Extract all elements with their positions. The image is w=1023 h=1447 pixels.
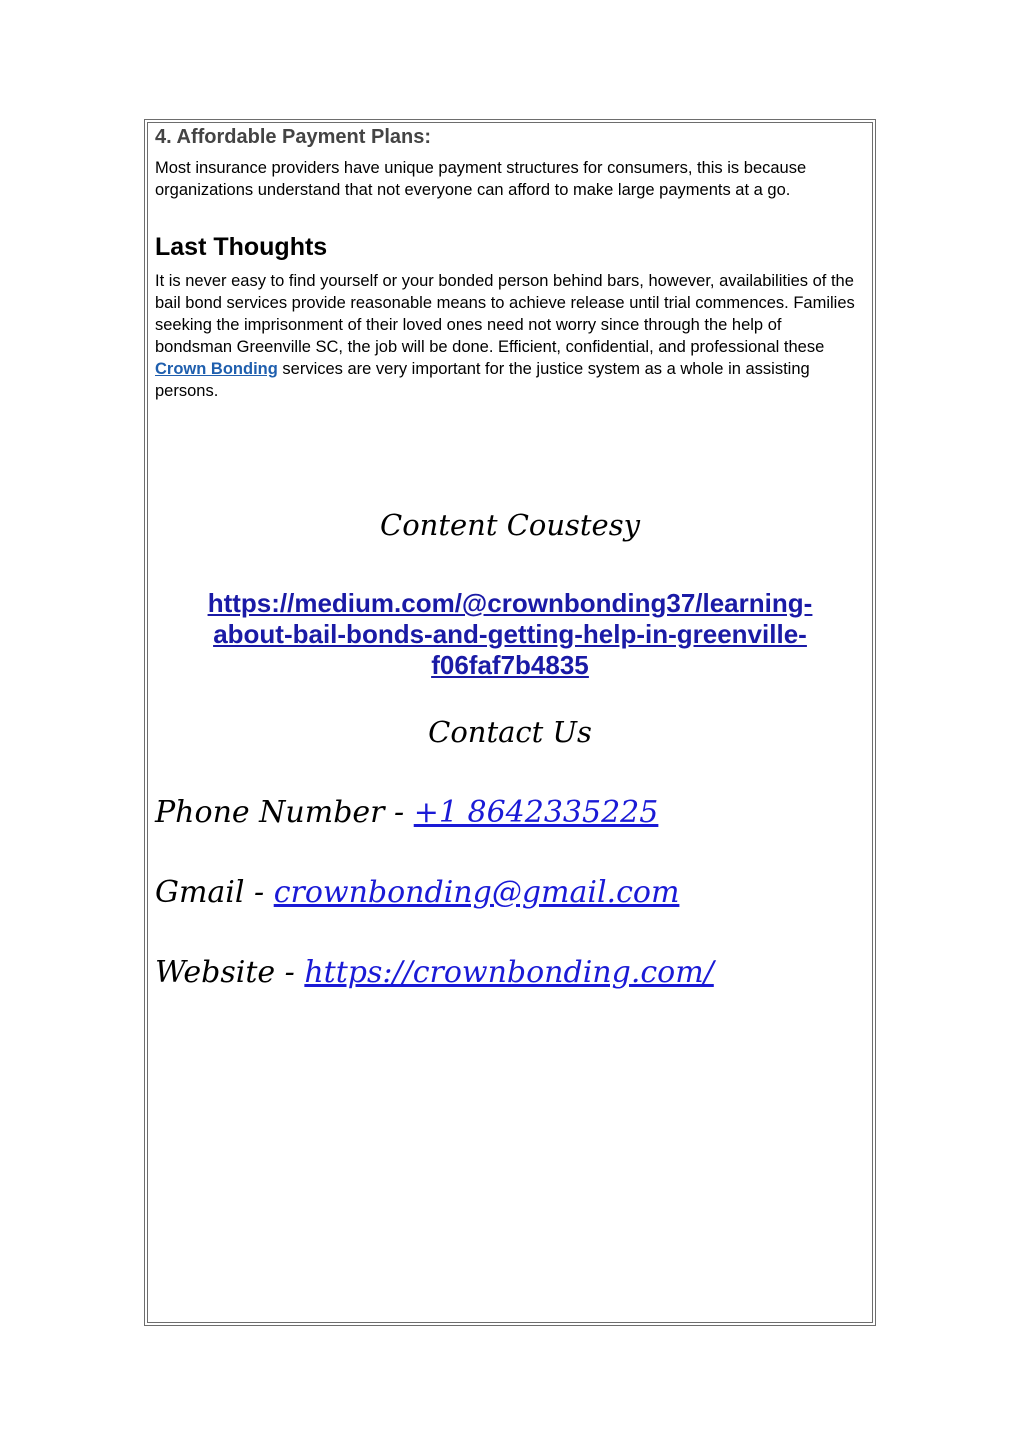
phone-link[interactable]: +1 8642335225	[413, 795, 659, 830]
website-line	[155, 955, 714, 990]
section-heading-payment-plans: 4. Affordable Payment Plans:	[155, 126, 431, 148]
phone-label: Phone Number -	[155, 795, 414, 830]
section-body-payment-plans: Most insurance providers have unique payment structures for consumers, this is because organizations understand that not everyone can afford to make large payments at a go.	[155, 159, 807, 199]
last-thoughts-text-1: It is never easy to find yourself or your bonded person behind bars, however, availabilities of the bail bond services provide reasonable means to achieve release until trial commences. Families seeking the imprisonment of their loved ones need not worry since through the help of bondsman Greenville SC, the job will be done. Efficient, confidential, and professional these	[155, 272, 855, 356]
contact-us-title: Contact Us	[428, 715, 592, 749]
medium-link-line-1[interactable]: https://medium.com/@crownbonding37/learning-	[207, 588, 813, 618]
gmail-label: Gmail -	[155, 875, 274, 910]
section-body-last-thoughts	[155, 270, 860, 402]
website-label: Website -	[155, 955, 305, 990]
last-thoughts-text-2: services are very important for the justice system as a whole in assisting persons.	[155, 360, 810, 400]
phone-line	[155, 795, 658, 830]
article-body	[155, 125, 860, 402]
medium-link-line-3[interactable]: f06faf7b4835	[431, 650, 589, 680]
medium-link-line-2[interactable]: about-bail-bonds-and-getting-help-in-greenville-	[213, 619, 807, 649]
gmail-link[interactable]: crownbonding@gmail.com	[273, 875, 680, 910]
website-link[interactable]: https://crownbonding.com/	[304, 955, 714, 990]
medium-article-link[interactable]	[147, 588, 873, 681]
section-heading-last-thoughts: Last Thoughts	[155, 233, 328, 261]
gmail-line	[155, 875, 679, 910]
content-courtesy-title: Content Coustesy	[380, 508, 640, 542]
crown-bonding-link[interactable]: Crown Bonding	[155, 360, 278, 378]
